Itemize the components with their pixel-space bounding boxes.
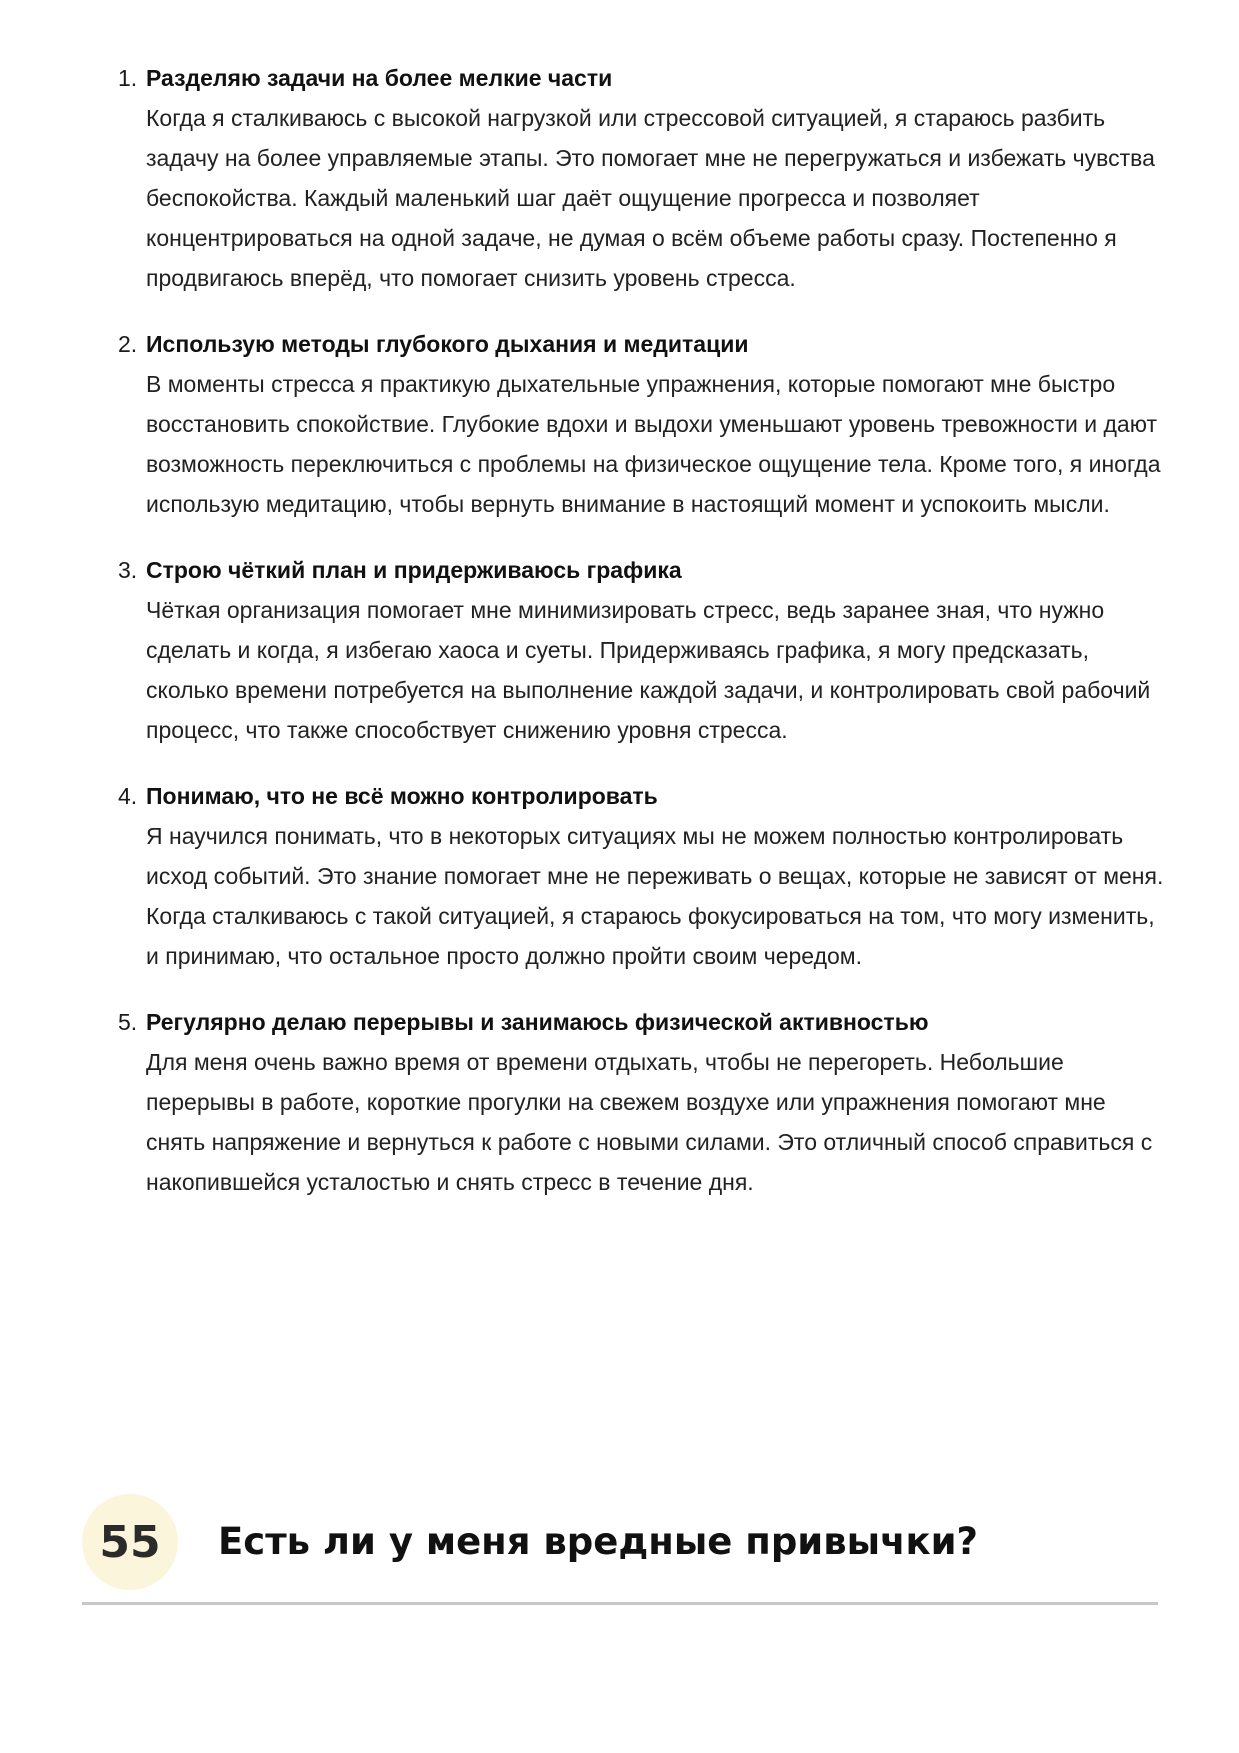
list-item-title: Разделяю задачи на более мелкие части bbox=[146, 65, 613, 91]
list-item-number: 2. bbox=[118, 331, 138, 357]
list-item-body: В моменты стресса я практикую дыхательные упражнения, которые помогают мне быстро восстановить спокойствие. Глубокие вдохи и выдохи уменьшают уровень тревожности и дают возможность переключиться с проблемы на физическое ощущение тела. Кроме того, я иногда использую медитацию, чтобы вернуть внимание в настоящий момент и успокоить мысли. bbox=[146, 371, 1161, 517]
list-item-title: Понимаю, что не всё можно контролировать bbox=[146, 783, 658, 809]
section-number-badge: 55 bbox=[82, 1494, 178, 1590]
list-item-title: Строю чёткий план и придерживаюсь графика bbox=[146, 557, 682, 583]
list-item bbox=[118, 324, 1168, 524]
section-header bbox=[82, 1494, 1158, 1605]
list-item-body: Чёткая организация помогает мне минимизировать стресс, ведь заранее зная, что нужно сделать и когда, я избегаю хаоса и суеты. Придерживаясь графика, я могу предсказать, сколько времени потребуется на выполнение каждой задачи, и контролировать свой рабочий процесс, что также способствует снижению уровня стресса. bbox=[146, 597, 1151, 743]
list-item bbox=[118, 58, 1168, 298]
list-item bbox=[118, 1002, 1168, 1202]
list-item-number: 1. bbox=[118, 65, 138, 91]
list-item-number: 4. bbox=[118, 783, 138, 809]
list-item-title: Регулярно делаю перерывы и занимаюсь физической активностью bbox=[146, 1009, 929, 1035]
list-item bbox=[118, 550, 1168, 750]
list-item-body: Для меня очень важно время от времени отдыхать, чтобы не перегореть. Небольшие перерывы в работе, короткие прогулки на свежем воздухе или упражнения помогают мне снять напряжение и вернуться к работе с новыми силами. Это отличный способ справиться с накопившейся усталостью и снять стресс в течение дня. bbox=[146, 1049, 1153, 1195]
list-item-body: Я научился понимать, что в некоторых ситуациях мы не можем полностью контролировать исход событий. Это знание помогает мне не переживать о вещах, которые не зависят от меня. Когда сталкиваюсь с такой ситуацией, я стараюсь фокусироваться на том, что могу изменить, и принимаю, что остальное просто должно пройти своим чередом. bbox=[146, 823, 1164, 969]
list-item-number: 5. bbox=[118, 1009, 138, 1035]
list-item-number: 3. bbox=[118, 557, 138, 583]
answer-list bbox=[118, 58, 1168, 1228]
section-title: Есть ли у меня вредные привычки? bbox=[218, 1520, 978, 1563]
list-item-title: Использую методы глубокого дыхания и медитации bbox=[146, 331, 749, 357]
list-item-body: Когда я сталкиваюсь с высокой нагрузкой или стрессовой ситуацией, я стараюсь разбить задачу на более управляемые этапы. Это помогает мне не перегружаться и избежать чувства беспокойства. Каждый маленький шаг даёт ощущение прогресса и позволяет концентрироваться на одной задаче, не думая о всём объеме работы сразу. Постепенно я продвигаюсь вперёд, что помогает снизить уровень стресса. bbox=[146, 105, 1155, 291]
list-item bbox=[118, 776, 1168, 976]
